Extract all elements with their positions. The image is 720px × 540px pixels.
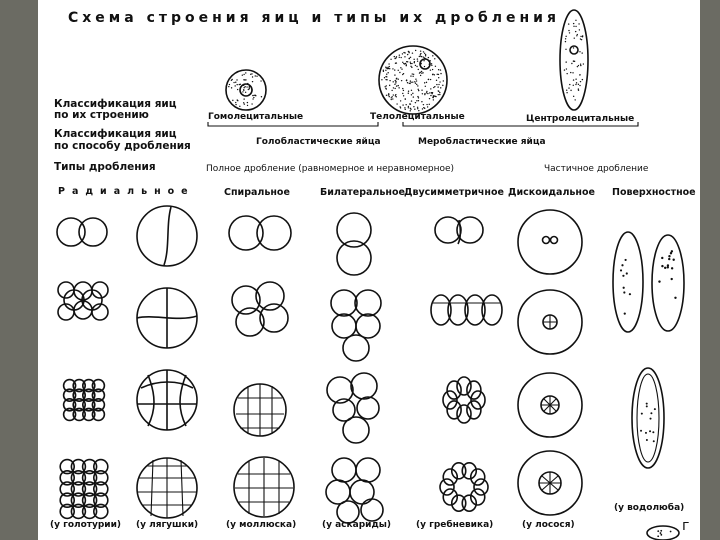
row-label-method-1: Классификация яиц: [54, 128, 177, 140]
radial-stage-4: [60, 460, 108, 519]
spiral-stage-3: [234, 384, 286, 436]
frog-stage-1: [137, 206, 197, 266]
column-bilateral: Билатеральное: [320, 187, 405, 198]
homolecithal-egg: [226, 70, 266, 110]
column-spiral: Спиральное: [224, 187, 290, 198]
row-label-structure-1: Классификация яиц: [54, 98, 177, 110]
centrolecithal-egg: [560, 10, 588, 110]
superficial-stage-3: [632, 368, 664, 468]
discoidal-stage-4: [518, 451, 582, 515]
example-holothurian: (у голотурии): [50, 520, 122, 530]
row-label-method-2: по способу дробления: [54, 140, 191, 152]
spiral-stage-2: [232, 282, 288, 336]
holoblastic-brace: [208, 122, 378, 126]
example-water-beetle: (у водолюба): [614, 503, 685, 513]
column-radial: Радиальное: [58, 186, 195, 197]
discoidal-stage-1: [518, 210, 582, 274]
bilateral-stage-4: [326, 458, 383, 523]
column-superficial: Поверхностное: [612, 187, 696, 198]
example-ctenophore: (у гребневика): [416, 520, 494, 530]
telolecithal-egg: [379, 46, 447, 114]
meroblastic-label: Меробластические яйца: [418, 137, 546, 147]
column-disymmetric: Двусимметричное: [404, 187, 504, 198]
radial-stage-1: [57, 218, 107, 246]
frog-stage-4: [137, 458, 197, 518]
egg-type-centrolecithal: Центролецитальные: [526, 114, 635, 124]
complete-cleavage-label: Полное дробление (равномерное и неравномерное): [206, 164, 455, 174]
page-title: Схема строения яиц и типы их дробления: [68, 10, 560, 26]
frog-stage-2: [137, 288, 197, 348]
superficial-stage-4: [647, 526, 679, 540]
radial-stage-3: [64, 380, 105, 421]
disymmetric-stage-4: [440, 463, 488, 511]
superficial-stage-2: [652, 235, 684, 331]
example-salmon: (у лосося): [522, 520, 575, 530]
superficial-stage-1: [613, 232, 643, 332]
disymmetric-stage-3: [443, 377, 485, 423]
radial-stage-2: [58, 282, 108, 320]
diagram-sheet: [38, 0, 700, 540]
spiral-stage-4: [234, 457, 294, 517]
egg-type-telolecithal: Телолецитальные: [370, 112, 465, 122]
bilateral-stage-3: [327, 373, 379, 443]
holoblastic-label: Голобластические яйца: [256, 137, 381, 147]
bilateral-stage-1: [337, 213, 371, 275]
diagram-figure: [38, 0, 700, 540]
row-label-structure-2: по их строению: [54, 109, 149, 121]
frog-stage-3: [137, 370, 197, 430]
discoidal-stage-2: [518, 290, 582, 354]
example-frog: (у лягушки): [136, 520, 199, 530]
bilateral-stage-2: [331, 290, 381, 361]
disymmetric-stage-2: [431, 295, 502, 325]
row-label-types: Типы дробления: [54, 161, 156, 173]
example-ascaris: (у аскариды): [322, 520, 391, 530]
example-mollusc: (у моллюска): [226, 520, 297, 530]
egg-type-homolecithal: Гомолецитальные: [208, 112, 304, 122]
disymmetric-stage-1: [435, 217, 483, 244]
corner-letter: г: [682, 518, 690, 534]
partial-cleavage-label: Частичное дробление: [544, 164, 649, 174]
discoidal-stage-3: [518, 373, 582, 437]
spiral-stage-1: [229, 216, 291, 250]
column-discoidal: Дискоидальное: [508, 187, 595, 198]
